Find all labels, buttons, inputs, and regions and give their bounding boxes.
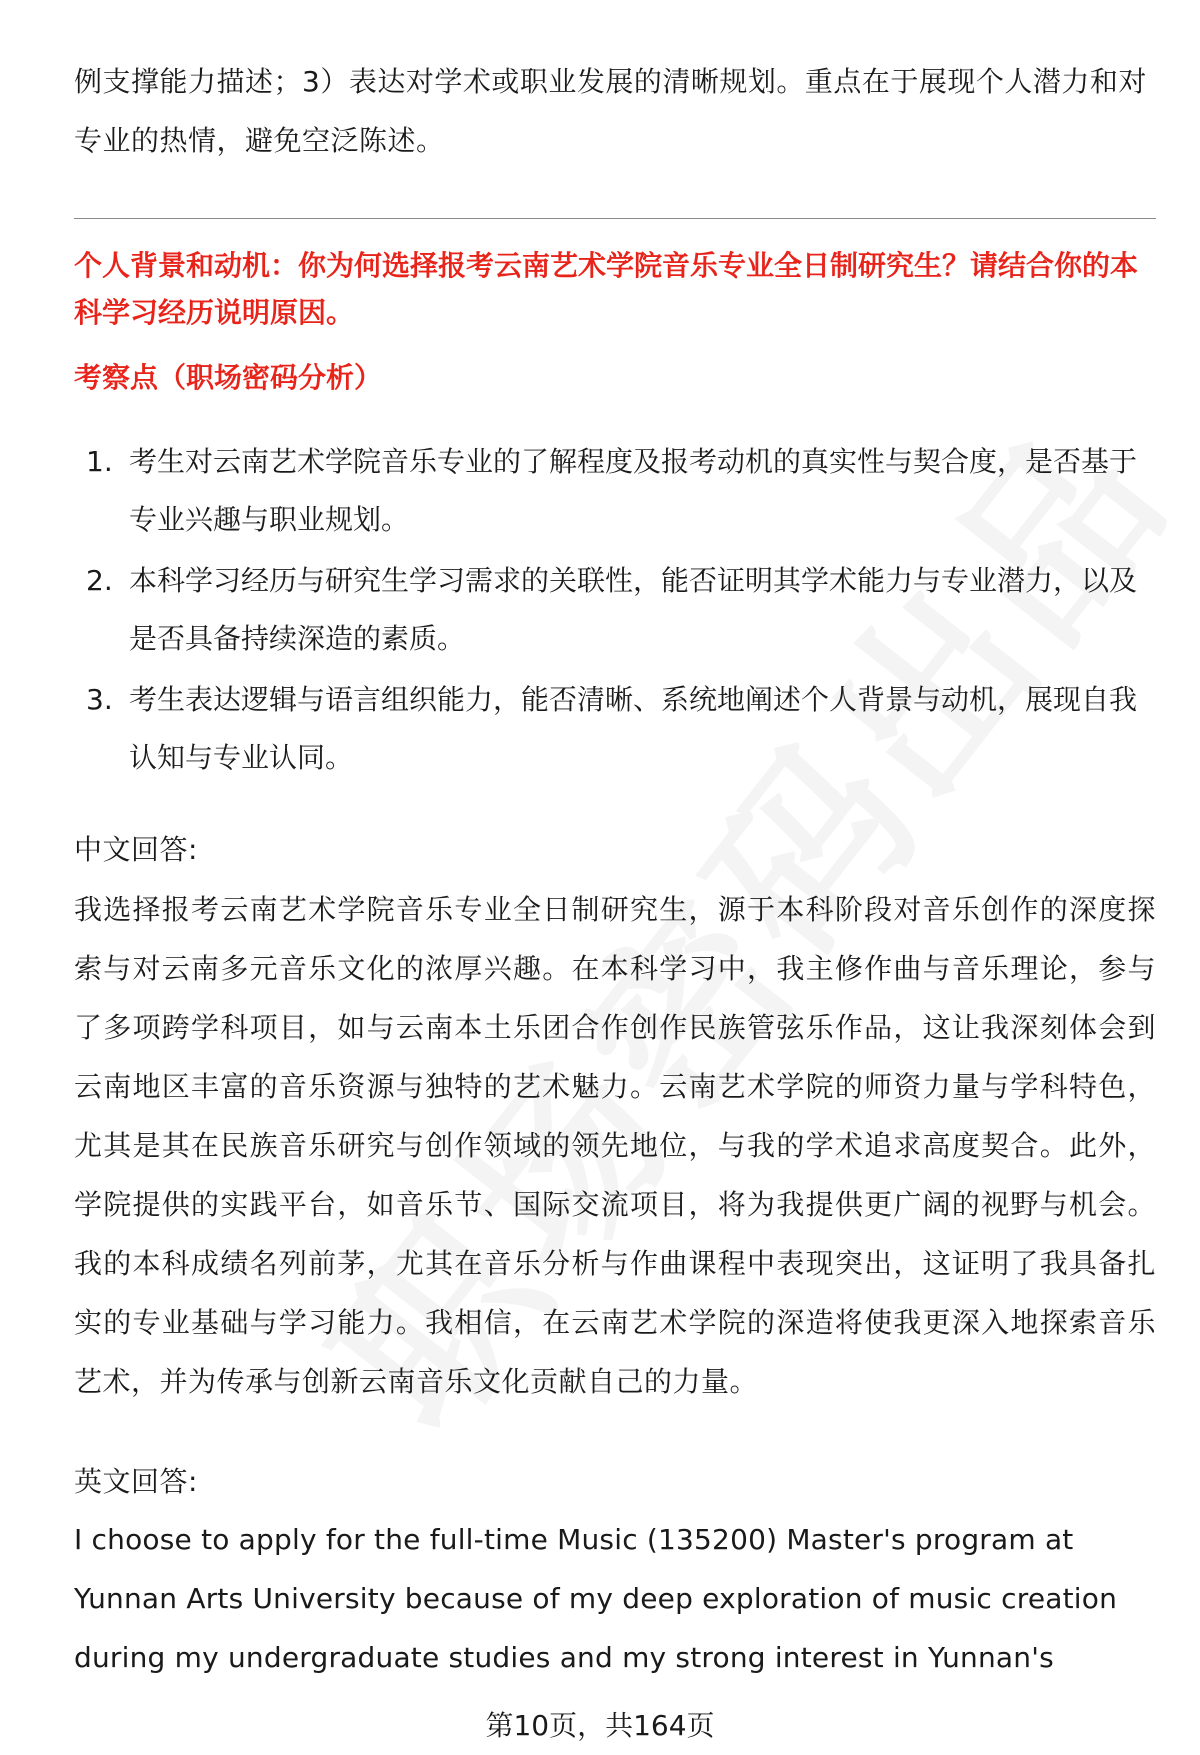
english-answer-label: 英文回答: xyxy=(74,1465,198,1498)
intro-paragraph: 例支撑能力描述；3）表达对学术或职业发展的清晰规划。重点在于展现个人潜力和对专业的热情，避免空泛陈述。 xyxy=(74,65,1147,157)
point-number: 1. xyxy=(86,445,113,478)
analysis-points-list xyxy=(74,433,1156,790)
page-indicator: 第10页，共164页 xyxy=(485,1709,715,1742)
analysis-point xyxy=(74,671,1156,787)
question-title: 个人背景和动机：你为何选择报考云南艺术学院音乐专业全日制研究生？请结合你的本科学习经历说明原因。 xyxy=(74,249,1139,329)
analysis-point xyxy=(74,552,1156,668)
chinese-answer-label: 中文回答: xyxy=(74,833,198,866)
analysis-heading: 考察点（职场密码分析） xyxy=(74,361,383,394)
section-divider xyxy=(74,218,1156,219)
point-number: 2. xyxy=(86,564,113,597)
point-text: 考生表达逻辑与语言组织能力，能否清晰、系统地阐述个人背景与动机，展现自我认知与专业认同。 xyxy=(129,683,1138,774)
chinese-answer-text: 我选择报考云南艺术学院音乐专业全日制研究生，源于本科阶段对音乐创作的深度探索与对云南多元音乐文化的浓厚兴趣。在本科学习中，我主修作曲与音乐理论，参与了多项跨学科项目，如与云南本土乐团合作创作民族管弦乐作品，这让我深刻体会到云南地区丰富的音乐资源与独特的艺术魅力。云南艺术学院的师资力量与学科特色，尤其是其在民族音乐研究与创作领域的领先地位，与我的学术追求高度契合。此外，学院提供的实践平台，如音乐节、国际交流项目，将为我提供更广阔的视野与机会。我的本科成绩名列前茅，尤其在音乐分析与作曲课程中表现突出，这证明了我具备扎实的专业基础与学习能力。我相信，在云南艺术学院的深造将使我更深入地探索音乐艺术，并为传承与创新云南音乐文化贡献自己的力量。 xyxy=(74,893,1156,1398)
point-text: 考生对云南艺术学院音乐专业的了解程度及报考动机的真实性与契合度，是否基于专业兴趣与职业规划。 xyxy=(129,445,1138,536)
analysis-point xyxy=(74,433,1156,549)
english-answer-text: I choose to apply for the full-time Music (135200) Master's program at Yunnan Arts University because of my deep exploration of music creation during my undergraduate studies and my strong interest in Yunnan's xyxy=(74,1523,1118,1674)
point-text: 本科学习经历与研究生学习需求的关联性，能否证明其学术能力与专业潜力，以及是否具备持续深造的素质。 xyxy=(129,564,1138,655)
point-number: 3. xyxy=(86,683,113,716)
